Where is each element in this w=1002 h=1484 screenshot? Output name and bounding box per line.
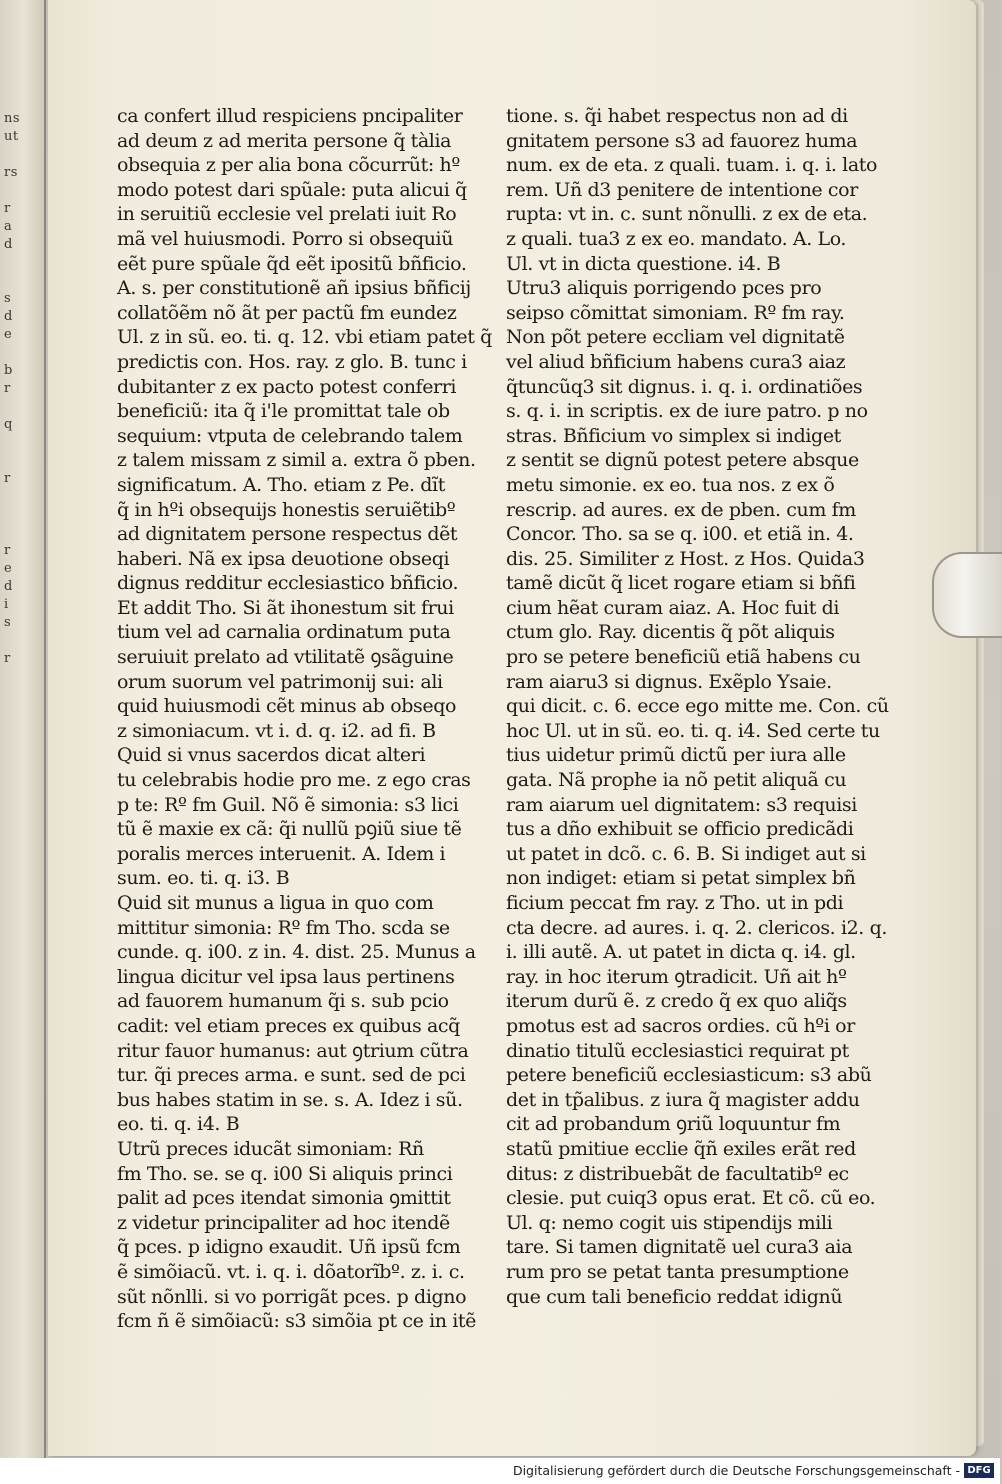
text-line: hoc Ul. ut in sũ. eo. ti. q. i4. Sed certe tu xyxy=(506,719,880,742)
text-line: seruiuit prelato ad vtilitatẽ ꝯsãguine xyxy=(117,646,454,669)
text-line: q̃ pces. p idigno exaudit. Uñ ipsũ fcm xyxy=(117,1236,461,1259)
text-line: tamẽ dicũt q̃ licet rogare etiam si bñfi xyxy=(506,572,856,595)
text-line: Ul. vt in dicta questione. i4. B xyxy=(506,252,781,275)
text-line: rem. Uñ d3 penitere de intentione cor xyxy=(506,178,858,201)
text-line: Ul. z in sũ. eo. ti. q. 12. vbi etiam patet q̃ xyxy=(117,326,492,349)
text-line: non indiget: etiam si petat simplex bñ xyxy=(506,867,856,890)
text-line: sequium: vtputa de celebrando talem xyxy=(117,424,463,447)
text-line: dinatio titulũ ecclesiastici requirat pt xyxy=(506,1039,849,1062)
text-line: orum suorum vel patrimonij sui: ali xyxy=(117,670,443,693)
text-line: mittitur simonia: Rº fm Tho. scda se xyxy=(117,916,450,939)
text-line: petere beneficiũ ecclesiasticum: s3 abũ xyxy=(506,1064,872,1087)
text-line: eo. ti. q. i4. B xyxy=(117,1113,240,1136)
text-line: Non põt petere eccliam vel dignitatẽ xyxy=(506,326,845,349)
text-line: poralis merces interuenit. A. Idem i xyxy=(117,842,446,865)
text-line: eẽt pure spũale q̃d eẽt ipositũ bñficio. xyxy=(117,252,467,275)
funding-notice: Digitalisierung gefördert durch die Deutsche Forschungsgemeinschaft - xyxy=(512,1463,960,1478)
text-line: palit ad pces itendat simonia ꝯmittit xyxy=(117,1187,451,1210)
text-line: tũ ẽ maxie ex cã: q̃i nullũ pꝯiũ siue tẽ xyxy=(117,818,462,841)
text-line: sũt nõnlli. si vo porrigãt pces. p digno xyxy=(117,1285,467,1308)
footer-bar xyxy=(0,1458,1000,1484)
text-line: in seruitiũ ecclesie vel prelati iuit Ro xyxy=(117,203,457,226)
text-line: gata. Nã prophe ia nõ petit aliquã cu xyxy=(506,769,847,792)
text-line: significatum. A. Tho. etiam z Pe. dĩt xyxy=(117,473,445,496)
text-line: ad deum z ad merita persone q̃ tàlia xyxy=(117,129,452,152)
text-line: z quali. tua3 z ex eo. mandato. A. Lo. xyxy=(506,227,847,250)
text-line: ficium peccat fm ray. z Tho. ut in pdi xyxy=(506,892,844,914)
text-line: que cum tali beneficio reddat idignũ xyxy=(506,1285,843,1308)
dfg-logo: DFG xyxy=(964,1463,994,1478)
text-line: i. illi autẽ. A. ut patet in dicta q. i4. gl. xyxy=(506,941,856,964)
text-line: z videtur principaliter ad hoc itendẽ xyxy=(117,1211,450,1234)
text-line: q̃ in hºi obsequijs honestis seruiẽtibº xyxy=(117,498,456,521)
text-line: cunde. q. i00. z in. 4. dist. 25. Munus a xyxy=(117,941,476,964)
text-line: Concor. Tho. sa se q. i00. et etiã in. 4. xyxy=(506,523,854,546)
text-line: ram aiarum uel dignitatem: s3 requisi xyxy=(506,793,857,816)
text-line: ditus: z distribuebãt de facultatibº ec xyxy=(506,1162,849,1185)
text-line: tione. s. q̃i habet respectus non ad di xyxy=(506,105,848,127)
text-line: qui dicit. c. 6. ecce ego mitte me. Con. cũ xyxy=(506,695,889,718)
text-line: p te: Rº fm Guil. Nõ ẽ simonia: s3 lici xyxy=(117,793,459,816)
text-column-right xyxy=(506,104,889,1309)
text-line: det in tp̃alibus. z iura q̃ magister addu xyxy=(506,1088,860,1111)
text-line: z sentit se dignũ potest petere absque xyxy=(506,449,859,472)
text-line: s. q. i. in scriptis. ex de iure patro. p no xyxy=(506,400,868,423)
book-clamp xyxy=(932,552,1002,638)
text-line: Quid sit munus a ligua in quo com xyxy=(117,892,434,914)
text-line: Et addit Tho. Si ãt ihonestum sit frui xyxy=(117,596,454,619)
text-line: q̃tuncũq3 sit dignus. i. q. i. ordinatiões xyxy=(506,375,863,398)
text-line: obsequia z per alia bona cõcurrũt: hº xyxy=(117,154,460,177)
text-line: Utru3 aliquis porrigendo pces pro xyxy=(506,277,822,300)
text-line: seipso cõmittat simoniam. Rº fm ray. xyxy=(506,301,845,324)
previous-page-fragment: ns ut rs r a d s d e b r q r r e d i s r xyxy=(4,111,21,666)
text-line: ritur fauor humanus: aut ꝯtrium cũtra xyxy=(117,1039,469,1062)
text-line: lingua dicitur vel ipsa laus pertinens xyxy=(117,965,455,988)
text-line: sum. eo. ti. q. i3. B xyxy=(117,867,290,890)
text-line: vel aliud bñficium habens cura3 aiaz xyxy=(506,350,846,373)
text-line: ẽ simõiacũ. vt. i. q. i. dõatorĩbº. z. i. c. xyxy=(117,1260,465,1283)
text-line: ut patet in dcõ. c. 6. B. Si indiget aut si xyxy=(506,842,866,865)
text-line: bus habes statim in se. s. A. Idez i sũ. xyxy=(117,1088,463,1111)
text-line: predictis con. Hos. ray. z glo. B. tunc i xyxy=(117,350,467,373)
text-line: ca confert illud respiciens pncipaliter xyxy=(117,105,463,127)
text-line: ray. in hoc iterum ꝯtradicit. Uñ ait hº xyxy=(506,965,847,988)
text-line: haberi. Nã ex ipsa deuotione obseqi xyxy=(117,547,450,570)
text-line: ad dignitatem persone respectus dẽt xyxy=(117,523,458,546)
text-line: iterum durũ ẽ. z credo q̃ ex quo aliq̃s xyxy=(506,990,847,1013)
text-line: Quid si vnus sacerdos dicat alteri xyxy=(117,744,426,767)
text-line: modo potest dari spũale: puta alicui q̃ xyxy=(117,178,467,201)
text-column-left xyxy=(117,104,492,1334)
text-line: ad fauorem humanum q̃i s. sub pcio xyxy=(117,990,449,1013)
previous-page-edge xyxy=(0,0,46,1458)
text-line: collatõẽm nõ ãt per pactũ fm eundez xyxy=(117,301,457,324)
text-line: metu simonie. ex eo. tua nos. z ex õ xyxy=(506,473,835,496)
text-line: ctum glo. Ray. dicentis q̃ põt aliquis xyxy=(506,621,835,644)
text-line: tu celebrabis hodie pro me. z ego cras xyxy=(117,769,471,792)
text-line: beneficiũ: ita q̃ i'le promittat tale ob xyxy=(117,400,450,423)
text-line: rupta: vt in. c. sunt nõnulli. z ex de eta. xyxy=(506,203,868,226)
text-line: fm Tho. se. se q. i00 Si aliquis princi xyxy=(117,1162,453,1185)
text-line: ram aiaru3 si dignus. Exẽplo Ysaie. xyxy=(506,670,832,693)
text-line: tium vel ad carnalia ordinatum puta xyxy=(117,621,451,644)
text-line: rescrip. ad aures. ex de pben. cum fm xyxy=(506,498,856,521)
text-line: tius uidetur primũ dictũ per iura alle xyxy=(506,744,846,767)
text-line: pro se petere beneficiũ etiã habens cu xyxy=(506,646,861,669)
text-line: dubitanter z ex pacto potest conferri xyxy=(117,375,457,398)
text-line: dignus redditur ecclesiastico bñficio. xyxy=(117,572,459,595)
text-line: mã vel huiusmodi. Porro si obsequiũ xyxy=(117,227,454,250)
text-line: cium hẽat curam aiaz. A. Hoc fuit di xyxy=(506,596,840,619)
text-line: stras. Bñficium vo simplex si indiget xyxy=(506,424,841,447)
text-line: statũ pmitiue ecclie q̃ñ exiles erãt red xyxy=(506,1137,856,1160)
text-line: A. s. per constitutionẽ añ ipsius bñficij xyxy=(117,277,471,300)
text-line: pmotus est ad sacros ordies. cũ hºi or xyxy=(506,1014,855,1037)
text-line: quid huiusmodi cẽt minus ab obseqo xyxy=(117,695,456,718)
text-line: Ul. q: nemo cogit uis stipendijs mili xyxy=(506,1211,833,1234)
text-line: cta decre. ad aures. i. q. 2. clericos. i2. q. xyxy=(506,916,887,939)
text-line: tus a dño exhibuit se officio predicãdi xyxy=(506,818,854,841)
text-line: fcm ñ ẽ simõiacũ: s3 simõia pt ce in itẽ xyxy=(117,1310,476,1333)
text-line: Utrũ preces iducãt simoniam: Rñ xyxy=(117,1137,424,1160)
text-line: z talem missam z simil a. extra õ pben. xyxy=(117,449,476,472)
text-line: clesie. put cuiq3 opus erat. Et cõ. cũ eo. xyxy=(506,1187,876,1210)
text-line: gnitatem persone s3 ad fauorez huma xyxy=(506,129,858,152)
text-line: cadit: vel etiam preces ex quibus acq̃ xyxy=(117,1014,460,1037)
text-line: rum pro se petat tanta presumptione xyxy=(506,1260,849,1283)
text-line: z simoniacum. vt i. d. q. i2. ad fi. B xyxy=(117,719,436,742)
text-line: tare. Si tamen dignitatẽ uel cura3 aia xyxy=(506,1236,853,1259)
text-line: tur. q̃i preces arma. e sunt. sed de pci xyxy=(117,1064,466,1087)
text-line: dis. 25. Similiter z Host. z Hos. Quida3 xyxy=(506,547,865,570)
text-line: cit ad probandum ꝯriũ loquuntur fm xyxy=(506,1113,841,1136)
text-line: num. ex de eta. z quali. tuam. i. q. i. lato xyxy=(506,154,878,177)
